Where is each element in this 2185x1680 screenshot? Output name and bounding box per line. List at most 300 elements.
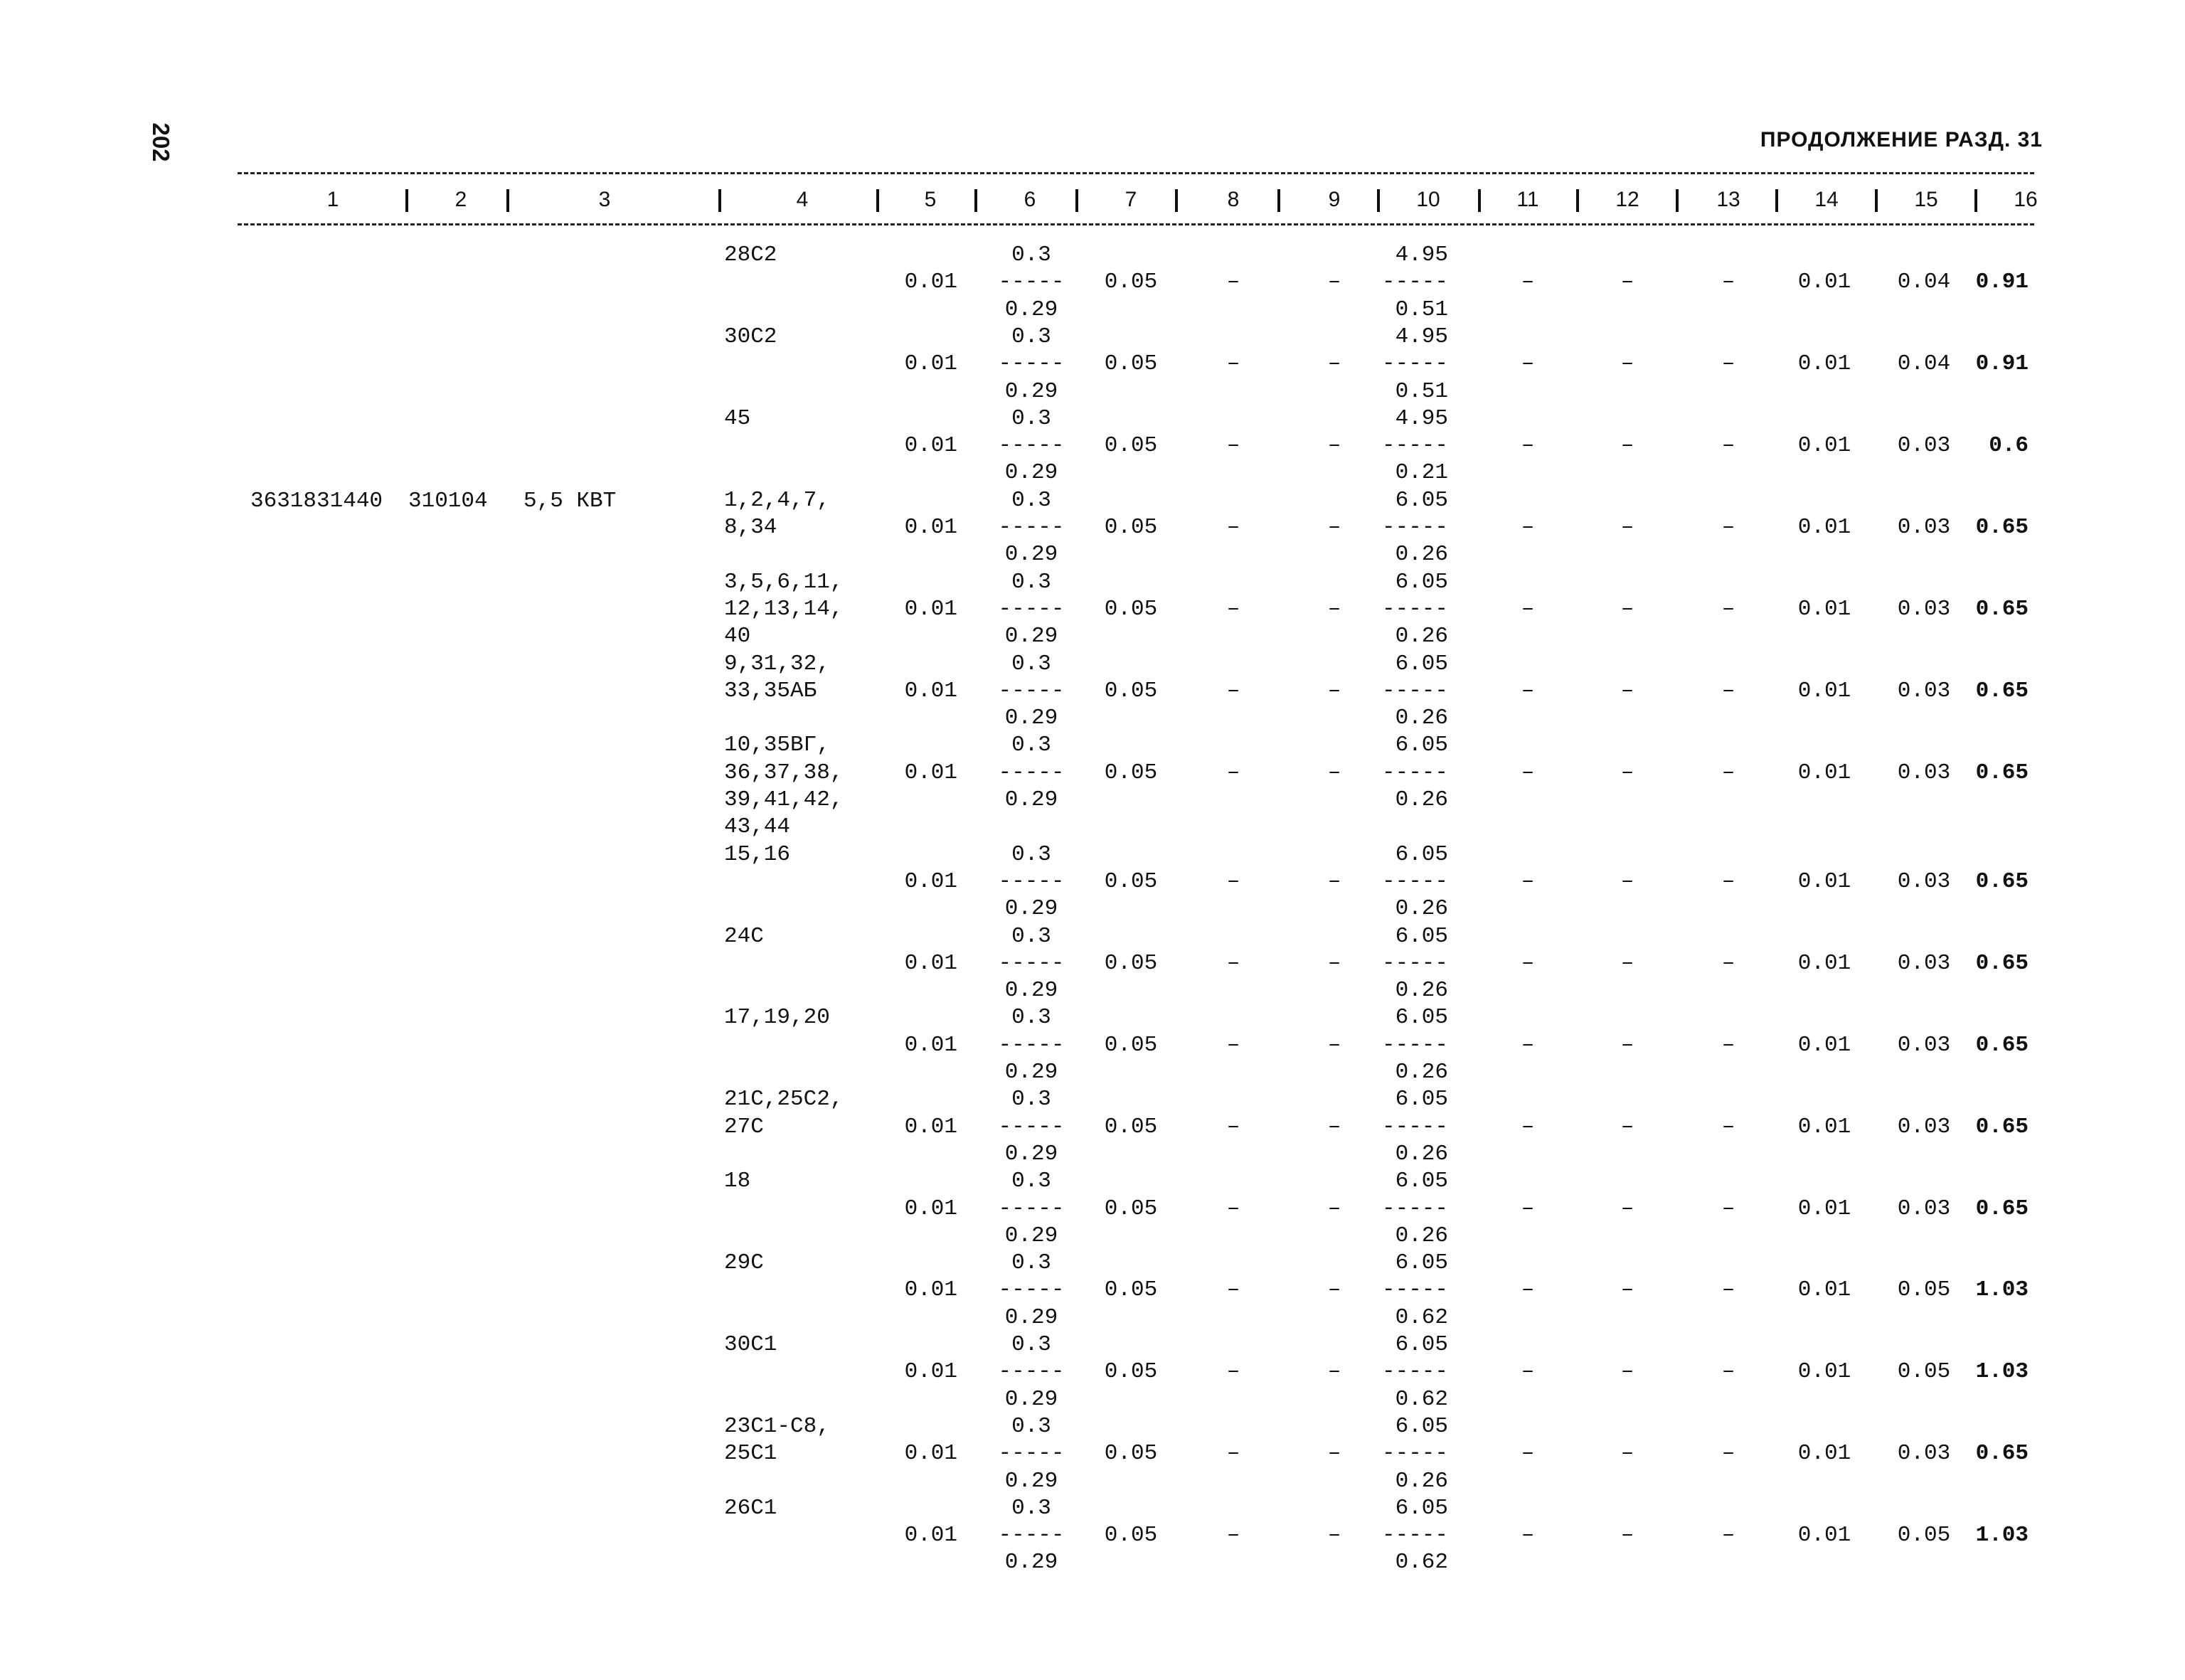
row-label: 26С1 xyxy=(724,1495,777,1521)
cell-col13-dash: – xyxy=(1721,515,1735,540)
cell-col7: 0.05 xyxy=(1104,433,1158,459)
cell-col10-numerator: 6.05 xyxy=(1395,1087,1448,1112)
cell-col16: 0.65 xyxy=(1975,1032,2029,1058)
fraction-line: ----- xyxy=(1381,1523,1448,1548)
cell-col8-dash: – xyxy=(1226,433,1240,459)
cell-col9-dash: – xyxy=(1327,1441,1341,1467)
cell-col6-denominator: 0.29 xyxy=(1004,706,1058,731)
cell-col5: 0.01 xyxy=(904,1523,957,1548)
cell-col9-dash: – xyxy=(1327,1359,1341,1385)
column-separator xyxy=(1875,189,1878,212)
cell-col6-numerator: 0.3 xyxy=(1011,1169,1051,1194)
cell-col12-dash: – xyxy=(1620,1277,1634,1303)
column-header-1: 1 xyxy=(326,188,339,211)
row-label: 21С,25С2, xyxy=(724,1087,844,1112)
cell-col12-dash: – xyxy=(1620,1441,1634,1467)
cell-col8-dash: – xyxy=(1226,760,1240,785)
row-label: 29С xyxy=(724,1250,764,1276)
cell-col15: 0.05 xyxy=(1897,1523,1951,1548)
cell-col10-numerator: 6.05 xyxy=(1395,569,1448,595)
cell-col14: 0.01 xyxy=(1797,1114,1851,1139)
column-separator xyxy=(506,189,509,212)
cell-col8-dash: – xyxy=(1226,1441,1240,1467)
top-rule xyxy=(238,172,2034,174)
column-header-3: 3 xyxy=(598,188,611,211)
cell-col15: 0.03 xyxy=(1897,678,1951,703)
cell-col6-numerator: 0.3 xyxy=(1011,487,1051,513)
cell-col8-dash: – xyxy=(1226,1196,1240,1221)
cell-col11-dash: – xyxy=(1521,1196,1535,1221)
row-label: 40 xyxy=(724,624,751,649)
fraction-line: ----- xyxy=(1381,760,1448,785)
cell-col15: 0.03 xyxy=(1897,433,1951,459)
cell-col11-dash: – xyxy=(1521,351,1535,377)
cell-col14: 0.01 xyxy=(1797,1441,1851,1467)
cell-col8-dash: – xyxy=(1226,596,1240,622)
row-label: 15,16 xyxy=(724,841,791,867)
cell-col7: 0.05 xyxy=(1104,1523,1158,1548)
cell-col16: 1.03 xyxy=(1975,1523,2029,1548)
cell-col6-numerator: 0.3 xyxy=(1011,324,1051,349)
cell-col6-numerator: 0.3 xyxy=(1011,1250,1051,1276)
cell-col6-numerator: 0.3 xyxy=(1011,733,1051,758)
row-label: 43,44 xyxy=(724,814,791,840)
cell-col8-dash: – xyxy=(1226,1359,1240,1385)
cell-col13-dash: – xyxy=(1721,1277,1735,1303)
cell-col13-dash: – xyxy=(1721,1359,1735,1385)
cell-col16: 0.91 xyxy=(1975,270,2029,295)
cell-col5: 0.01 xyxy=(904,351,957,377)
cell-col9-dash: – xyxy=(1327,270,1341,295)
fraction-line: ----- xyxy=(1381,678,1448,703)
cell-col12-dash: – xyxy=(1620,1114,1634,1139)
cell-col14: 0.01 xyxy=(1797,1359,1851,1385)
cell-col12-dash: – xyxy=(1620,351,1634,377)
column-separator xyxy=(1075,189,1078,212)
cell-col11-dash: – xyxy=(1521,868,1535,894)
fraction-line: ----- xyxy=(998,868,1065,894)
cell-col10-denominator: 0.26 xyxy=(1395,1141,1448,1166)
cell-col15: 0.04 xyxy=(1897,351,1951,377)
cell-col16: 0.6 xyxy=(1989,433,2029,459)
cell-col7: 0.05 xyxy=(1104,1114,1158,1139)
cell-col16: 0.65 xyxy=(1975,1441,2029,1467)
cell-col9-dash: – xyxy=(1327,1196,1341,1221)
cell-col14: 0.01 xyxy=(1797,678,1851,703)
cell-col11-dash: – xyxy=(1521,515,1535,540)
cell-col6-denominator: 0.29 xyxy=(1004,542,1058,568)
cell-col10-numerator: 6.05 xyxy=(1395,1413,1448,1439)
cell-col6-denominator: 0.29 xyxy=(1004,896,1058,922)
cell-col13-dash: – xyxy=(1721,1196,1735,1221)
cell-col11-dash: – xyxy=(1521,760,1535,785)
row-label: 17,19,20 xyxy=(724,1005,830,1031)
cell-col7: 0.05 xyxy=(1104,678,1158,703)
cell-col5: 0.01 xyxy=(904,950,957,976)
row-label: 12,13,14, xyxy=(724,596,844,622)
row-label: 33,35АБ xyxy=(724,678,817,703)
cell-col11-dash: – xyxy=(1521,1114,1535,1139)
column-header-2: 2 xyxy=(454,188,467,211)
fraction-line: ----- xyxy=(998,1359,1065,1385)
cell-col5: 0.01 xyxy=(904,1196,957,1221)
cell-col16: 0.65 xyxy=(1975,515,2029,540)
cell-col11-dash: – xyxy=(1521,1032,1535,1058)
row-label: 27С xyxy=(724,1114,764,1139)
cell-col16: 0.91 xyxy=(1975,351,2029,377)
column-separator xyxy=(1377,189,1380,212)
fraction-line: ----- xyxy=(1381,1277,1448,1303)
cell-col9-dash: – xyxy=(1327,678,1341,703)
cell-col15: 0.03 xyxy=(1897,1114,1951,1139)
column-header-11: 11 xyxy=(1516,188,1539,211)
cell-col10-numerator: 6.05 xyxy=(1395,1332,1448,1357)
column-header-9: 9 xyxy=(1328,188,1341,211)
cell-col7: 0.05 xyxy=(1104,1032,1158,1058)
cell-col10-denominator: 0.62 xyxy=(1395,1386,1448,1412)
cell-col10-numerator: 4.95 xyxy=(1395,405,1448,431)
cell-col6-numerator: 0.3 xyxy=(1011,1087,1051,1112)
fraction-line: ----- xyxy=(998,1032,1065,1058)
cell-col6-denominator: 0.29 xyxy=(1004,1468,1058,1494)
cell-col9-dash: – xyxy=(1327,351,1341,377)
cell-col14: 0.01 xyxy=(1797,760,1851,785)
cell-col13-dash: – xyxy=(1721,760,1735,785)
cell-col6-denominator: 0.29 xyxy=(1004,1223,1058,1248)
cell-col9-dash: – xyxy=(1327,1114,1341,1139)
column-separator xyxy=(1277,189,1280,212)
row-label: 8,34 xyxy=(724,515,777,540)
cell-col11-dash: – xyxy=(1521,950,1535,976)
cell-col9-dash: – xyxy=(1327,1277,1341,1303)
cell-col12-dash: – xyxy=(1620,433,1634,459)
cell-col12-dash: – xyxy=(1620,515,1634,540)
cell-col10-denominator: 0.26 xyxy=(1395,787,1448,812)
cell-col16: 0.65 xyxy=(1975,596,2029,622)
fraction-line: ----- xyxy=(1381,868,1448,894)
cell-col10-denominator: 0.21 xyxy=(1395,460,1448,486)
cell-col5: 0.01 xyxy=(904,1032,957,1058)
cell-col14: 0.01 xyxy=(1797,270,1851,295)
cell-col11-dash: – xyxy=(1521,596,1535,622)
fraction-line: ----- xyxy=(1381,515,1448,540)
cell-col12-dash: – xyxy=(1620,868,1634,894)
cell-col6-numerator: 0.3 xyxy=(1011,1332,1051,1357)
cell-col15: 0.03 xyxy=(1897,596,1951,622)
cell-col13-dash: – xyxy=(1721,1441,1735,1467)
cell-col5: 0.01 xyxy=(904,1114,957,1139)
cell-col11-dash: – xyxy=(1521,433,1535,459)
cell-col8-dash: – xyxy=(1226,1114,1240,1139)
cell-col6-denominator: 0.29 xyxy=(1004,1304,1058,1330)
cell-col7: 0.05 xyxy=(1104,351,1158,377)
cell-col6-denominator: 0.29 xyxy=(1004,978,1058,1004)
cell-col15: 0.05 xyxy=(1897,1359,1951,1385)
cell-col15: 0.04 xyxy=(1897,270,1951,295)
cell-col11-dash: – xyxy=(1521,1523,1535,1548)
row-label: 30С2 xyxy=(724,324,777,349)
cell-col6-denominator: 0.29 xyxy=(1004,1060,1058,1085)
cell-col8-dash: – xyxy=(1226,950,1240,976)
fraction-line: ----- xyxy=(998,1523,1065,1548)
cell-col12-dash: – xyxy=(1620,950,1634,976)
cell-col6-denominator: 0.29 xyxy=(1004,624,1058,649)
cell-col14: 0.01 xyxy=(1797,950,1851,976)
fraction-line: ----- xyxy=(998,515,1065,540)
cell-col9-dash: – xyxy=(1327,868,1341,894)
cell-col7: 0.05 xyxy=(1104,1196,1158,1221)
cell-col6-numerator: 0.3 xyxy=(1011,841,1051,867)
fraction-line: ----- xyxy=(998,270,1065,295)
row-label: 18 xyxy=(724,1169,751,1194)
cell-col15: 0.03 xyxy=(1897,868,1951,894)
cell-col8-dash: – xyxy=(1226,1032,1240,1058)
cell-col9-dash: – xyxy=(1327,433,1341,459)
cell-col13-dash: – xyxy=(1721,433,1735,459)
cell-col15: 0.05 xyxy=(1897,1277,1951,1303)
column-separator xyxy=(1974,189,1977,212)
column-separator xyxy=(1175,189,1178,212)
row-label: 28С2 xyxy=(724,243,777,267)
cell-col10-numerator: 4.95 xyxy=(1395,324,1448,349)
column-header-15: 15 xyxy=(1914,188,1938,211)
cell-col10-denominator: 0.26 xyxy=(1395,542,1448,568)
cell-col11-dash: – xyxy=(1521,678,1535,703)
column-header-13: 13 xyxy=(1716,188,1740,211)
cell-col7: 0.05 xyxy=(1104,950,1158,976)
fraction-line: ----- xyxy=(998,1114,1065,1139)
cell-col16: 0.65 xyxy=(1975,1114,2029,1139)
cell-col10-numerator: 6.05 xyxy=(1395,733,1448,758)
cell-col10-numerator: 6.05 xyxy=(1395,651,1448,676)
cell-col10-numerator: 6.05 xyxy=(1395,487,1448,513)
column-header-10: 10 xyxy=(1416,188,1440,211)
cell-col16: 1.03 xyxy=(1975,1359,2029,1385)
column-separator xyxy=(1676,189,1679,212)
cell-col14: 0.01 xyxy=(1797,1277,1851,1303)
fraction-line: ----- xyxy=(1381,433,1448,459)
fraction-line: ----- xyxy=(1381,270,1448,295)
cell-col16: 0.65 xyxy=(1975,678,2029,703)
cell-col8-dash: – xyxy=(1226,515,1240,540)
column-separator xyxy=(876,189,879,212)
cell-col6-denominator: 0.29 xyxy=(1004,460,1058,486)
fraction-line: ----- xyxy=(1381,1114,1448,1139)
cell-col11-dash: – xyxy=(1521,270,1535,295)
cell-col6-denominator: 0.29 xyxy=(1004,297,1058,322)
page-number: 202 xyxy=(148,122,174,162)
cell-col14: 0.01 xyxy=(1797,433,1851,459)
cell-col9-dash: – xyxy=(1327,596,1341,622)
column-separator xyxy=(1775,189,1778,212)
cell-col5: 0.01 xyxy=(904,678,957,703)
cell-col7: 0.05 xyxy=(1104,270,1158,295)
fraction-line: ----- xyxy=(998,1441,1065,1467)
cell-col14: 0.01 xyxy=(1797,1196,1851,1221)
cell-col11-dash: – xyxy=(1521,1277,1535,1303)
cell-col10-numerator: 6.05 xyxy=(1395,1250,1448,1276)
fraction-line: ----- xyxy=(1381,1196,1448,1221)
cell-col13-dash: – xyxy=(1721,1523,1735,1548)
cell-col10-denominator: 0.62 xyxy=(1395,1550,1448,1575)
cell-col9-dash: – xyxy=(1327,950,1341,976)
cell-col13-dash: – xyxy=(1721,1114,1735,1139)
cell-col10-numerator: 6.05 xyxy=(1395,841,1448,867)
cell-col6-denominator: 0.29 xyxy=(1004,1550,1058,1575)
cell-col10-denominator: 0.26 xyxy=(1395,1060,1448,1085)
cell-col15: 0.03 xyxy=(1897,1441,1951,1467)
header-bottom-rule xyxy=(238,223,2034,225)
cell-col12-dash: – xyxy=(1620,1523,1634,1548)
row-label: 24С xyxy=(724,923,764,949)
cell-col15: 0.03 xyxy=(1897,1196,1951,1221)
row-label: 1,2,4,7, xyxy=(724,487,830,513)
column-header-12: 12 xyxy=(1615,188,1639,211)
product-type: 310104 xyxy=(408,489,488,514)
row-label: 10,35ВГ, xyxy=(724,733,830,758)
cell-col6-numerator: 0.3 xyxy=(1011,243,1051,267)
cell-col11-dash: – xyxy=(1521,1441,1535,1467)
column-header-16: 16 xyxy=(2014,188,2038,211)
cell-col12-dash: – xyxy=(1620,1196,1634,1221)
column-separator xyxy=(1478,189,1481,212)
cell-col8-dash: – xyxy=(1226,1523,1240,1548)
cell-col9-dash: – xyxy=(1327,760,1341,785)
column-separator xyxy=(974,189,977,212)
cell-col10-denominator: 0.26 xyxy=(1395,1468,1448,1494)
cell-col7: 0.05 xyxy=(1104,760,1158,785)
cell-col10-denominator: 0.26 xyxy=(1395,978,1448,1004)
fraction-line: ----- xyxy=(1381,596,1448,622)
cell-col14: 0.01 xyxy=(1797,515,1851,540)
cell-col6-numerator: 0.3 xyxy=(1011,651,1051,676)
cell-col16: 0.65 xyxy=(1975,1196,2029,1221)
cell-col12-dash: – xyxy=(1620,596,1634,622)
fraction-line: ----- xyxy=(998,1277,1065,1303)
cell-col12-dash: – xyxy=(1620,760,1634,785)
column-separator xyxy=(718,189,721,212)
column-header-7: 7 xyxy=(1125,188,1137,211)
cell-col13-dash: – xyxy=(1721,868,1735,894)
cell-col9-dash: – xyxy=(1327,1032,1341,1058)
row-label: 23С1-С8, xyxy=(724,1413,830,1439)
cell-col6-numerator: 0.3 xyxy=(1011,1413,1051,1439)
cell-col12-dash: – xyxy=(1620,1032,1634,1058)
fraction-line: ----- xyxy=(1381,351,1448,377)
cell-col5: 0.01 xyxy=(904,270,957,295)
cell-col16: 1.03 xyxy=(1975,1277,2029,1303)
cell-col8-dash: – xyxy=(1226,270,1240,295)
cell-col10-denominator: 0.26 xyxy=(1395,706,1448,731)
cell-col8-dash: – xyxy=(1226,351,1240,377)
cell-col7: 0.05 xyxy=(1104,1359,1158,1385)
cell-col10-numerator: 6.05 xyxy=(1395,1169,1448,1194)
fraction-line: ----- xyxy=(998,678,1065,703)
cell-col5: 0.01 xyxy=(904,868,957,894)
cell-col13-dash: – xyxy=(1721,270,1735,295)
cell-col7: 0.05 xyxy=(1104,1277,1158,1303)
cell-col8-dash: – xyxy=(1226,1277,1240,1303)
cell-col14: 0.01 xyxy=(1797,868,1851,894)
cell-col6-denominator: 0.29 xyxy=(1004,1386,1058,1412)
row-label: 9,31,32, xyxy=(724,651,830,676)
cell-col10-denominator: 0.26 xyxy=(1395,624,1448,649)
cell-col13-dash: – xyxy=(1721,678,1735,703)
cell-col8-dash: – xyxy=(1226,678,1240,703)
cell-col10-numerator: 6.05 xyxy=(1395,1495,1448,1521)
cell-col14: 0.01 xyxy=(1797,351,1851,377)
cell-col5: 0.01 xyxy=(904,515,957,540)
cell-col10-denominator: 0.51 xyxy=(1395,378,1448,404)
row-label: 30С1 xyxy=(724,1332,777,1357)
cell-col5: 0.01 xyxy=(904,596,957,622)
continuation-title: ПРОДОЛЖЕНИЕ РАЗД. 31 xyxy=(1760,128,2043,151)
cell-col16: 0.65 xyxy=(1975,868,2029,894)
cell-col10-denominator: 0.51 xyxy=(1395,297,1448,322)
cell-col5: 0.01 xyxy=(904,1441,957,1467)
cell-col5: 0.01 xyxy=(904,1359,957,1385)
cell-col10-numerator: 4.95 xyxy=(1395,243,1448,267)
cell-col15: 0.03 xyxy=(1897,950,1951,976)
row-label: 25С1 xyxy=(724,1441,777,1467)
cell-col13-dash: – xyxy=(1721,1032,1735,1058)
fraction-line: ----- xyxy=(998,950,1065,976)
cell-col5: 0.01 xyxy=(904,433,957,459)
cell-col5: 0.01 xyxy=(904,1277,957,1303)
cell-col12-dash: – xyxy=(1620,678,1634,703)
cell-col15: 0.03 xyxy=(1897,515,1951,540)
cell-col6-denominator: 0.29 xyxy=(1004,1141,1058,1166)
cell-col15: 0.03 xyxy=(1897,760,1951,785)
column-header-8: 8 xyxy=(1227,188,1240,211)
fraction-line: ----- xyxy=(998,433,1065,459)
cell-col10-denominator: 0.26 xyxy=(1395,1223,1448,1248)
cell-col12-dash: – xyxy=(1620,1359,1634,1385)
cell-col7: 0.05 xyxy=(1104,868,1158,894)
product-power: 5,5 КВТ xyxy=(523,489,617,514)
cell-col16: 0.65 xyxy=(1975,950,2029,976)
row-label: 3,5,6,11, xyxy=(724,569,844,595)
cell-col10-numerator: 6.05 xyxy=(1395,923,1448,949)
column-separator xyxy=(1576,189,1579,212)
cell-col6-denominator: 0.29 xyxy=(1004,378,1058,404)
cell-col13-dash: – xyxy=(1721,351,1735,377)
cell-col5: 0.01 xyxy=(904,760,957,785)
cell-col14: 0.01 xyxy=(1797,1032,1851,1058)
cell-col6-numerator: 0.3 xyxy=(1011,405,1051,431)
cell-col9-dash: – xyxy=(1327,515,1341,540)
cell-col6-denominator: 0.29 xyxy=(1004,787,1058,812)
column-header-6: 6 xyxy=(1024,188,1036,211)
cell-col6-numerator: 0.3 xyxy=(1011,1005,1051,1031)
cell-col10-denominator: 0.62 xyxy=(1395,1304,1448,1330)
cell-col15: 0.03 xyxy=(1897,1032,1951,1058)
row-label: 45 xyxy=(724,405,751,431)
row-label: 39,41,42, xyxy=(724,787,844,812)
cell-col6-numerator: 0.3 xyxy=(1011,569,1051,595)
fraction-line: ----- xyxy=(1381,950,1448,976)
product-code: 3631831440 xyxy=(250,489,383,514)
cell-col8-dash: – xyxy=(1226,868,1240,894)
fraction-line: ----- xyxy=(1381,1032,1448,1058)
cell-col6-numerator: 0.3 xyxy=(1011,923,1051,949)
column-header-row xyxy=(238,184,2038,216)
cell-col13-dash: – xyxy=(1721,950,1735,976)
column-header-14: 14 xyxy=(1814,188,1839,211)
fraction-line: ----- xyxy=(1381,1441,1448,1467)
cell-col14: 0.01 xyxy=(1797,596,1851,622)
cell-col11-dash: – xyxy=(1521,1359,1535,1385)
